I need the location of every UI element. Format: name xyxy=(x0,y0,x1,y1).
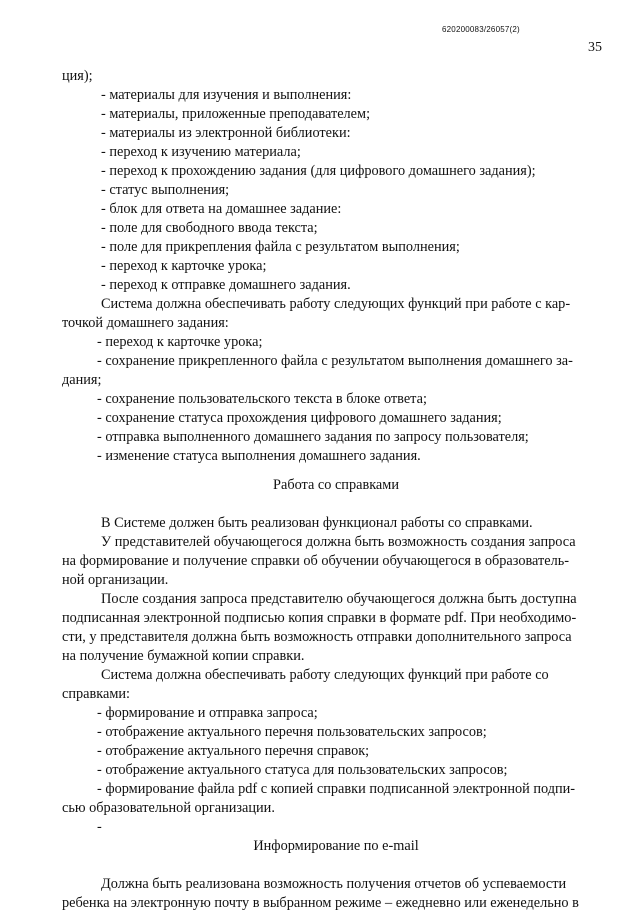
list-item: - формирование и отправка запроса; xyxy=(97,705,318,721)
paragraph-line: на формирование и получение справки об обучении обучающегося в образователь- xyxy=(62,553,570,569)
page-body xyxy=(62,67,610,913)
paragraph-line: сти, у представителя должна быть возможность отправки дополнительного запроса xyxy=(62,629,572,645)
paragraph-line: Система должна обеспечивать работу следующих функций при работе со xyxy=(101,667,549,683)
list-item: ция); xyxy=(62,68,93,84)
paragraph-line: справками: xyxy=(62,686,130,702)
list-item: - формирование файла pdf с копией справки подписанной электронной подпи- xyxy=(97,781,576,797)
list-item: - отображение актуального перечня пользовательских запросов; xyxy=(97,724,487,740)
paragraph-line: точкой домашнего задания: xyxy=(62,315,229,331)
list-item: - материалы из электронной библиотеки: xyxy=(101,125,351,141)
list-item: - сохранение статуса прохождения цифрового домашнего задания; xyxy=(97,410,502,426)
section-title-email: Информирование по e-mail xyxy=(253,838,419,854)
page-number: 35 xyxy=(588,40,602,55)
document-code: 620200083/26057(2) xyxy=(442,25,520,34)
list-item: - статус выполнения; xyxy=(101,182,230,198)
list-item: - изменение статуса выполнения домашнего задания. xyxy=(97,448,421,464)
list-item: - переход к изучению материала; xyxy=(101,144,301,160)
list-item: сью образовательной организации. xyxy=(62,800,275,816)
list-item: - переход к прохождению задания (для цифрового домашнего задания); xyxy=(101,163,536,179)
list-item: - поле для прикрепления файла с результатом выполнения; xyxy=(101,239,460,255)
list-item: - отображение актуального перечня справок; xyxy=(97,743,370,759)
list-item: - сохранение пользовательского текста в блоке ответа; xyxy=(97,391,427,407)
paragraph-line: Должна быть реализована возможность получения отчетов об успеваемости xyxy=(101,876,567,892)
paragraph-line: ной организации. xyxy=(62,572,169,588)
list-item: - блок для ответа на домашнее задание: xyxy=(101,201,342,217)
paragraph-line: В Системе должен быть реализован функционал работы со справками. xyxy=(101,515,533,531)
list-item: - переход к карточке урока; xyxy=(97,334,263,350)
list-item: - переход к отправке домашнего задания. xyxy=(101,277,351,293)
section-title-certificates: Работа со справками xyxy=(273,477,399,493)
paragraph-line: У представителей обучающегося должна быть возможность создания запроса xyxy=(101,534,576,550)
paragraph-line: ребенка на электронную почту в выбранном режиме – ежедневно или еженедельно в xyxy=(62,895,579,911)
list-item: - отображение актуального статуса для пользовательских запросов; xyxy=(97,762,508,778)
list-item: - материалы для изучения и выполнения: xyxy=(101,87,352,103)
paragraph-line: на получение бумажной копии справки. xyxy=(62,648,305,664)
list-item: - материалы, приложенные преподавателем; xyxy=(101,106,371,122)
list-item: - отправка выполненного домашнего задания по запросу пользователя; xyxy=(97,429,529,445)
list-item: - переход к карточке урока; xyxy=(101,258,267,274)
list-item: - сохранение прикрепленного файла с результатом выполнения домашнего за- xyxy=(97,353,573,369)
paragraph-line: После создания запроса представителю обучающегося должна быть доступна xyxy=(101,591,577,607)
list-item: - поле для свободного ввода текста; xyxy=(101,220,318,236)
paragraph-line: подписанная электронной подписью копия справки в формате pdf. При необходимо- xyxy=(62,610,577,626)
paragraph-line: Система должна обеспечивать работу следующих функций при работе с кар- xyxy=(101,296,571,312)
list-item: - xyxy=(97,819,102,835)
list-item: дания; xyxy=(62,372,102,388)
